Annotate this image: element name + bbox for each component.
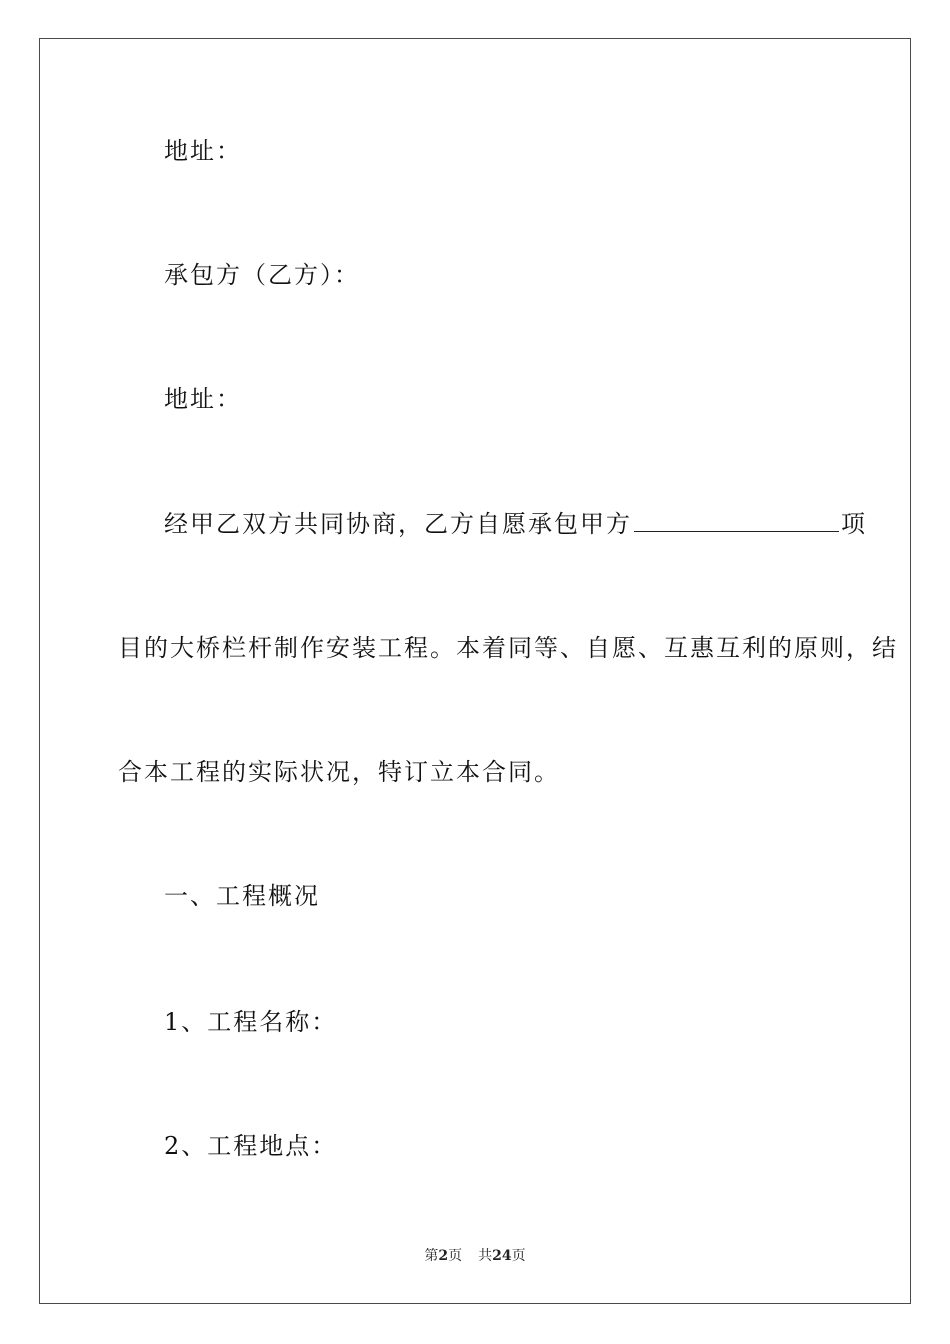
agreement-paragraph-line-1 <box>164 509 867 539</box>
page-frame <box>39 38 911 1304</box>
page-suffix: 页 <box>448 1248 463 1264</box>
contractor-party-b-line: 承包方（乙方）： <box>164 261 360 289</box>
page-footer <box>0 1247 950 1265</box>
project-name-blank <box>634 509 839 532</box>
total-pages: 24 <box>492 1248 512 1264</box>
agreement-text-end: 项 <box>841 510 867 538</box>
address-line-party-a: 地址： <box>164 137 242 165</box>
project-location-item: 2、工程地点： <box>164 1132 338 1160</box>
total-prefix: 共 <box>478 1248 493 1264</box>
project-name-item: 1、工程名称： <box>164 1008 338 1036</box>
page-prefix: 第 <box>424 1248 439 1264</box>
section-heading-project-overview: 一、工程概况 <box>164 882 320 910</box>
agreement-paragraph-line-3: 合本工程的实际状况，特订立本合同。 <box>118 758 560 786</box>
page-number: 2 <box>438 1248 449 1264</box>
agreement-paragraph-line-2: 目的大桥栏杆制作安装工程。本着同等、自愿、互惠互利的原则，结 <box>118 634 898 662</box>
address-line-party-b: 地址： <box>164 385 242 413</box>
agreement-text-start: 经甲乙双方共同协商，乙方自愿承包甲方 <box>164 510 632 538</box>
total-suffix: 页 <box>511 1248 526 1264</box>
